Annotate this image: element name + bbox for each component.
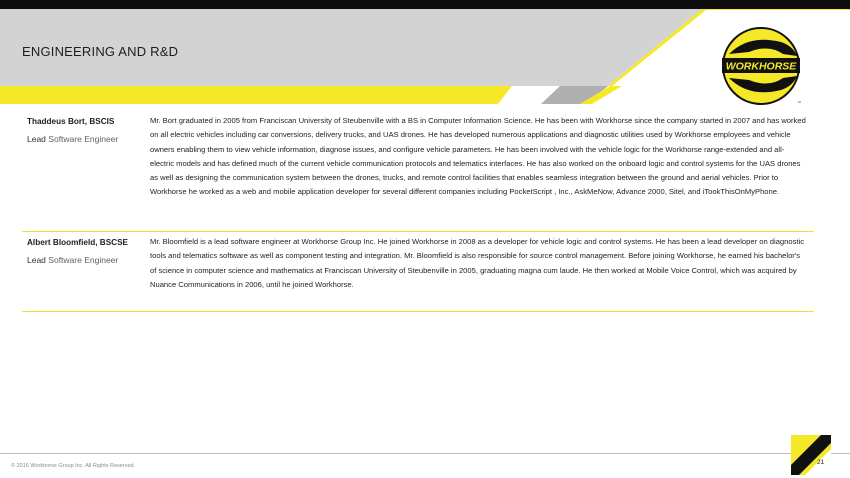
- footer-line: [0, 453, 850, 454]
- person-role: [27, 255, 118, 265]
- bio-card-2: [22, 234, 814, 310]
- person-name: Thaddeus Bort, BSCIS: [27, 117, 115, 126]
- person-bio: Mr. Bloomfield is a lead software engineer at Workhorse Group Inc. He joined Workhorse in 2008 as a developer for vehicle logic and control systems. He has been a lead developer on diagnostic tools and telematics software as well as component testing and integration. Mr. Bloomfield is also responsible for source control management. Before joining Workhorse, he earned his bachelor's of science in computer science and mathematics at Franciscan University of Steubenville in 2005, graduating magna cum laude. He then worked at Mobile Voice Control, which was acquired by Nuance Communications in 2006, until he joined Workhorse.: [150, 237, 804, 289]
- role-title: Software Engineer: [48, 255, 119, 265]
- role-prefix: Lead: [27, 255, 46, 265]
- divider: [22, 311, 814, 312]
- page-number-badge: [791, 435, 831, 475]
- page-title: ENGINEERING AND R&D: [22, 44, 179, 59]
- logo-tm: ™: [797, 100, 801, 105]
- page-number: 21: [817, 459, 825, 466]
- person-role: [27, 134, 118, 144]
- logo-text: WORKHORSE: [725, 60, 797, 73]
- copyright-text: © 2016 Workhorse Group Inc. All Rights Reserved.: [11, 463, 136, 469]
- workhorse-logo: [719, 24, 803, 108]
- role-prefix: Lead: [27, 134, 46, 144]
- bio-card-1: [22, 114, 814, 230]
- role-title: Software Engineer: [48, 134, 119, 144]
- divider: [22, 231, 814, 232]
- person-bio: Mr. Bort graduated in 2005 from Franciscan University of Steubenville with a BS in Computer Information Science. He has been with Workhorse since the company started in 2007 and has worked on all electric vehicles including car conversions, delivery trucks, and UAS drones. He has developed numerous applications and diagnostic utilities used by Workhorse employees and vehicle owners enabling them to view vehicle information, diagnose issues, and configure vehicle parameters. He has been involved with the vehicle logic for the Workhorse range-extended and all-electric models and has defined much of the current vehicle communication protocols and telematics interfaces. He has also worked on the onboard logic and control systems for the UAS drones as well as designing the communication system between the drones, trucks, and remote control facilities that enables seamless integration between the ground and aerial vehicles. Prior to Workhorse he worked as a web and mobile application developer for several different companies including PocketScript , Inc., AskMeNow, Advance 2000, Sitel, and iTookThisOnMyPhone.: [150, 116, 806, 197]
- person-name: Albert Bloomfield, BSCSE: [27, 238, 128, 247]
